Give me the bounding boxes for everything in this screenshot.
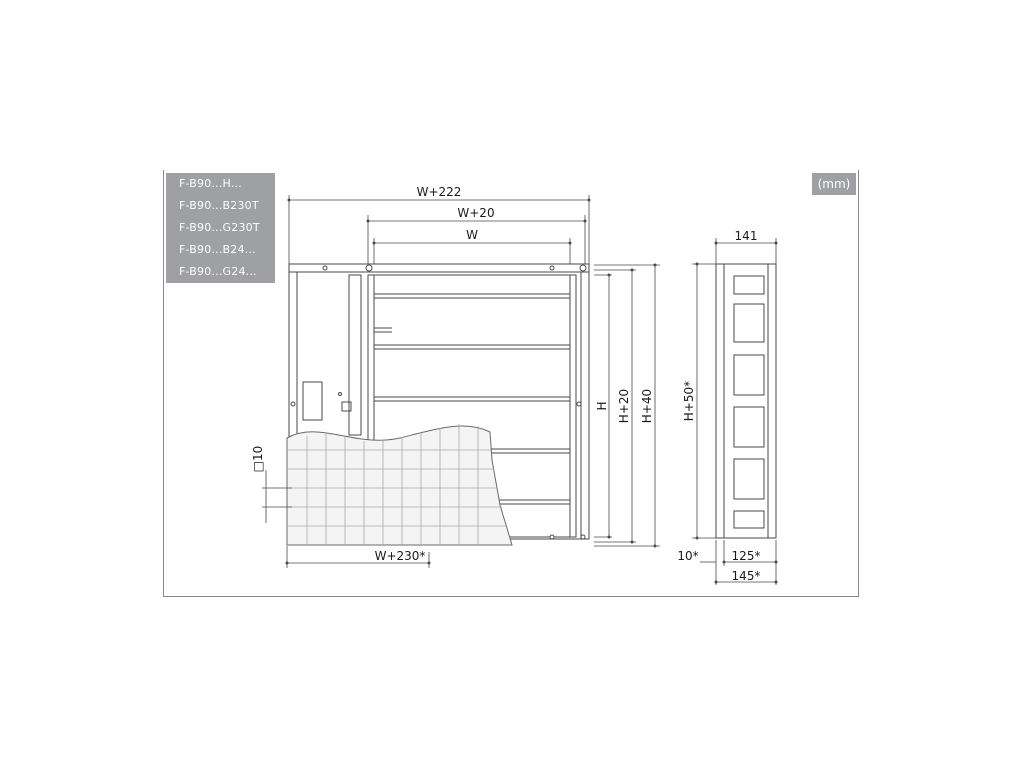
dim-h: H bbox=[595, 401, 609, 411]
dim-grid-mesh-10: □10 bbox=[251, 445, 265, 473]
dim-h-plus-50: H+50* bbox=[682, 380, 696, 422]
protection-grille bbox=[287, 424, 512, 545]
dim-145: 145* bbox=[731, 569, 761, 583]
model-label-b24: F-B90...B24... bbox=[179, 243, 256, 256]
dim-125: 125* bbox=[731, 549, 761, 563]
model-label-b230t: F-B90...B230T bbox=[179, 199, 259, 212]
dim-w: W bbox=[466, 228, 478, 242]
model-label-g230t: F-B90...G230T bbox=[179, 221, 260, 234]
inspection-window bbox=[303, 382, 322, 420]
side-view bbox=[716, 264, 776, 538]
model-label-h: F-B90...H... bbox=[179, 177, 242, 190]
dim-h-plus-20: H+20 bbox=[617, 388, 631, 424]
dim-w-plus-222: W+222 bbox=[416, 185, 462, 199]
dim-w-plus-230: W+230* bbox=[374, 549, 426, 563]
unit-badge: (mm) bbox=[812, 173, 856, 195]
dim-141: 141 bbox=[734, 229, 758, 243]
model-label-g24: F-B90...G24... bbox=[179, 265, 257, 278]
dim-10: 10* bbox=[677, 549, 699, 563]
dim-h-plus-40: H+40 bbox=[640, 388, 654, 424]
dim-w-plus-20: W+20 bbox=[457, 206, 495, 220]
